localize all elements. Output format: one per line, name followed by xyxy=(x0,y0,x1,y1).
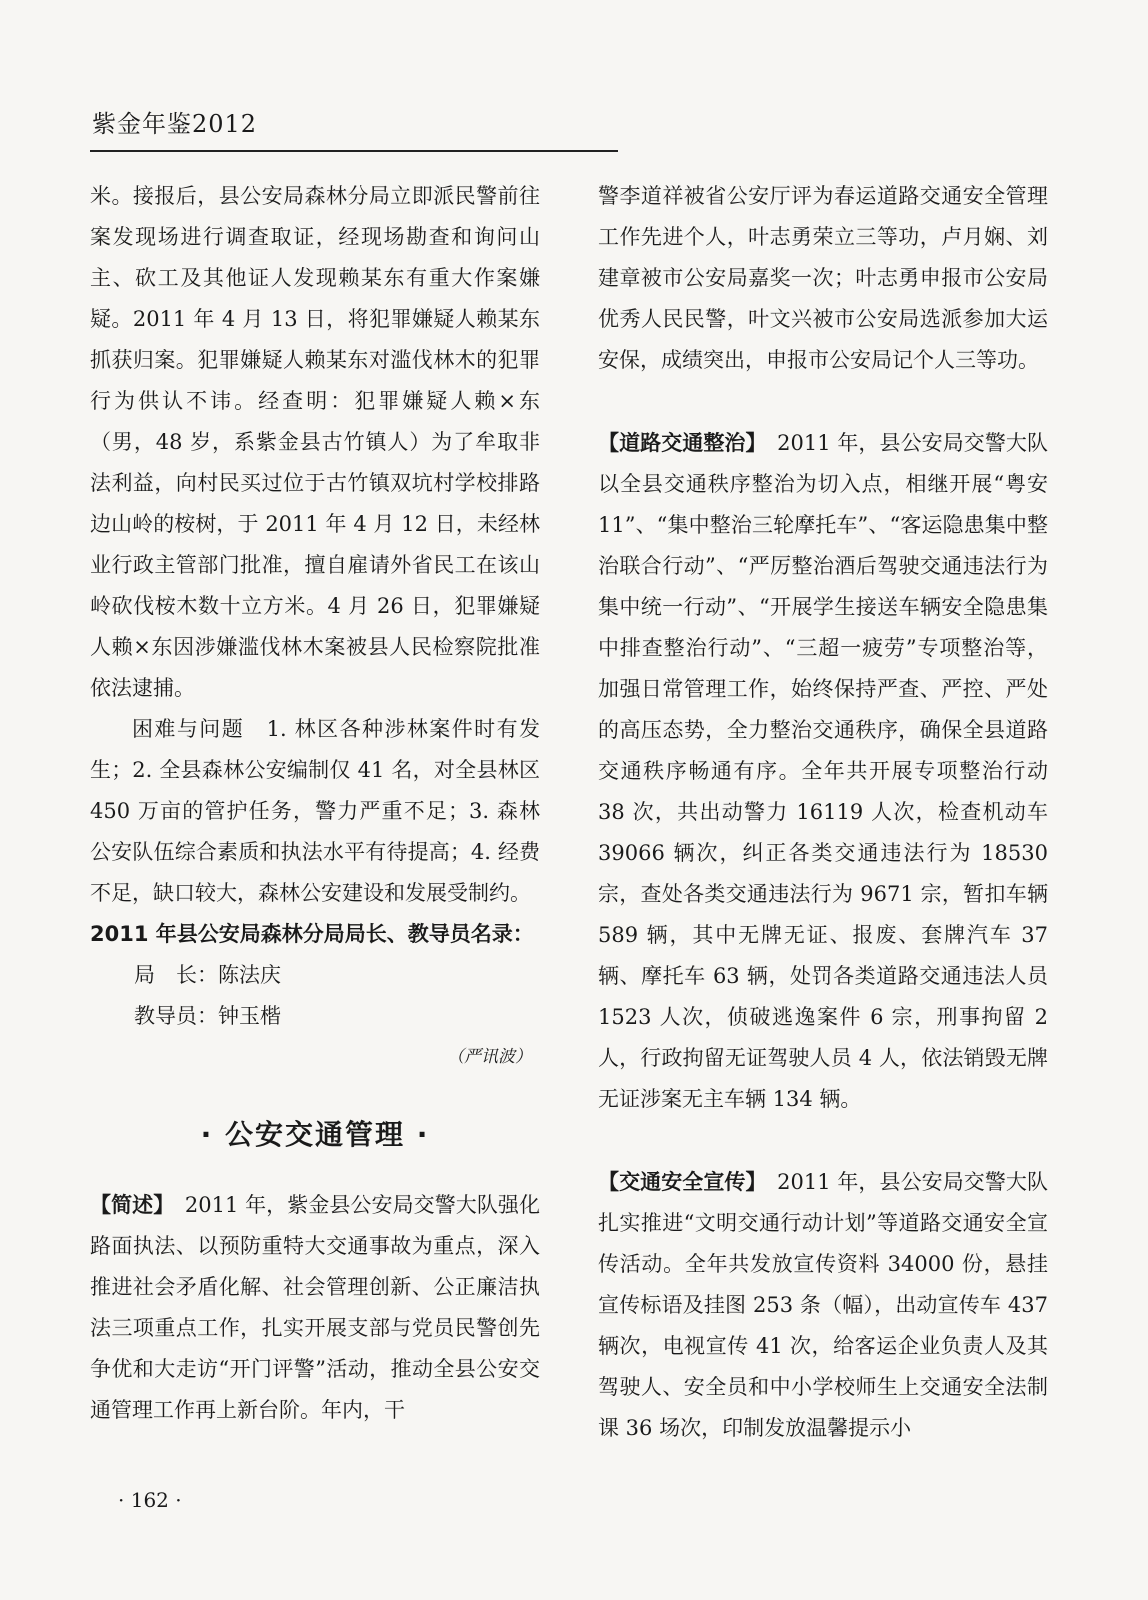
page-number: · 162 · xyxy=(118,1488,182,1512)
left-column xyxy=(90,176,540,1431)
header-rule xyxy=(90,150,618,152)
safety-label: 【交通安全宣传】 xyxy=(598,1170,757,1194)
difficulty-paragraph xyxy=(90,709,540,914)
overview-paragraph xyxy=(90,1185,540,1431)
right-column xyxy=(598,176,1048,1449)
roster-item-instructor: 教导员：钟玉楷 xyxy=(134,1004,281,1028)
author-credit: （严讯波） xyxy=(447,1047,532,1067)
safety-text: 2011 年，县公安局交警大队扎实推进“文明交通行动计划”等道路交通安全宣传活动。全年共发放宣传资料 34000 份，悬挂宣传标语及挂图 253 条（幅），出动宣传车 437 辆次，电视宣传 41 次，给客运企业负责人及其驾驶人、安全员和中小学校师生上交通安全法制课 36 场次，印制发放温馨提示小 xyxy=(598,1170,1048,1440)
difficulty-text: 1. 林区各种涉林案件时有发生；2. 全县森林公安编制仅 41 名，对全县林区 450 万亩的管护任务，警力严重不足；3. 森林公安队伍综合素质和执法水平有待提高；4. 经费不足，缺口较大，森林公安建设和发展受制约。 xyxy=(90,717,541,905)
awards-paragraph: 警李道祥被省公安厅评为春运道路交通安全管理工作先进个人，叶志勇荣立三等功，卢月娴、刘建章被市公安局嘉奖一次；叶志勇申报市公安局优秀人民民警，叶文兴被市公安局选派参加大运安保，成绩突出，申报市公安局记个人三等功。 xyxy=(598,184,1048,372)
difficulty-label: 困难与问题 xyxy=(132,717,245,741)
case-paragraph: 米。接报后，县公安局森林分局立即派民警前往案发现场进行调查取证，经现场勘查和询问山主、砍工及其他证人发现赖某东有重大作案嫌疑。2011 年 4 月 13 日，将犯罪嫌疑人赖某东抓获归案。犯罪嫌疑人赖某东对滥伐林木的犯罪行为供认不讳。经查明：犯罪嫌疑人赖×东（男，48 岁，系紫金县古竹镇人）为了牟取非法利益，向村民买过位于古竹镇双坑村学校排路边山岭的桉树，于 2011 年 4 月 12 日，未经林业行政主管部门批准，擅自雇请外省民工在该山岭砍伐桉木数十立方米。4 月 26 日，犯罪嫌疑人赖×东因涉嫌滥伐林木案被县人民检察院批准依法逮捕。 xyxy=(90,184,540,700)
road-paragraph xyxy=(598,423,1048,1120)
overview-label: 【简述】 xyxy=(90,1193,164,1217)
road-label: 【道路交通整治】 xyxy=(598,431,757,455)
road-text: 2011 年，县公安局交警大队以全县交通秩序整治为切入点，相继开展“粤安 11”、“集中整治三轮摩托车”、“客运隐患集中整治联合行动”、“严厉整治酒后驾驶交通违法行为集中统一行动”、“开展学生接送车辆安全隐患集中排查整治行动”、“三超一疲劳”专项整治等，加强日常管理工作，始终保持严查、严控、严处的高压态势，全力整治交通秩序，确保全县道路交通秩序畅通有序。全年共开展专项整治行动 38 次，共出动警力 16119 人次，检查机动车 39066 辆次，纠正各类交通违法行为 18530 宗，查处各类交通违法行为 9671 宗，暂扣车辆 589 辆，其中无牌无证、报废、套牌汽车 37 辆、摩托车 63 辆，处罚各类道路交通违法人员 1523 人次，侦破逃逸案件 6 宗，刑事拘留 2 人，行政拘留无证驾驶人员 4 人，依法销毁无牌无证涉案无主车辆 134 辆。 xyxy=(598,431,1048,1111)
overview-text: 2011 年，紫金县公安局交警大队强化路面执法、以预防重特大交通事故为重点，深入推进社会矛盾化解、社会管理创新、公正廉洁执法三项重点工作，扎实开展支部与党员民警创先争优和大走访“开门评警”活动，推动全县公安交通管理工作再上新台阶。年内，干 xyxy=(90,1193,541,1422)
section-title: · 公安交通管理 · xyxy=(200,1118,430,1151)
roster-title: 2011 年县公安局森林分局局长、教导员名录： xyxy=(90,922,534,946)
running-header: 紫金年鉴2012 xyxy=(92,110,258,138)
safety-paragraph xyxy=(598,1162,1048,1449)
roster-item-director: 局 长：陈法庆 xyxy=(134,963,281,987)
